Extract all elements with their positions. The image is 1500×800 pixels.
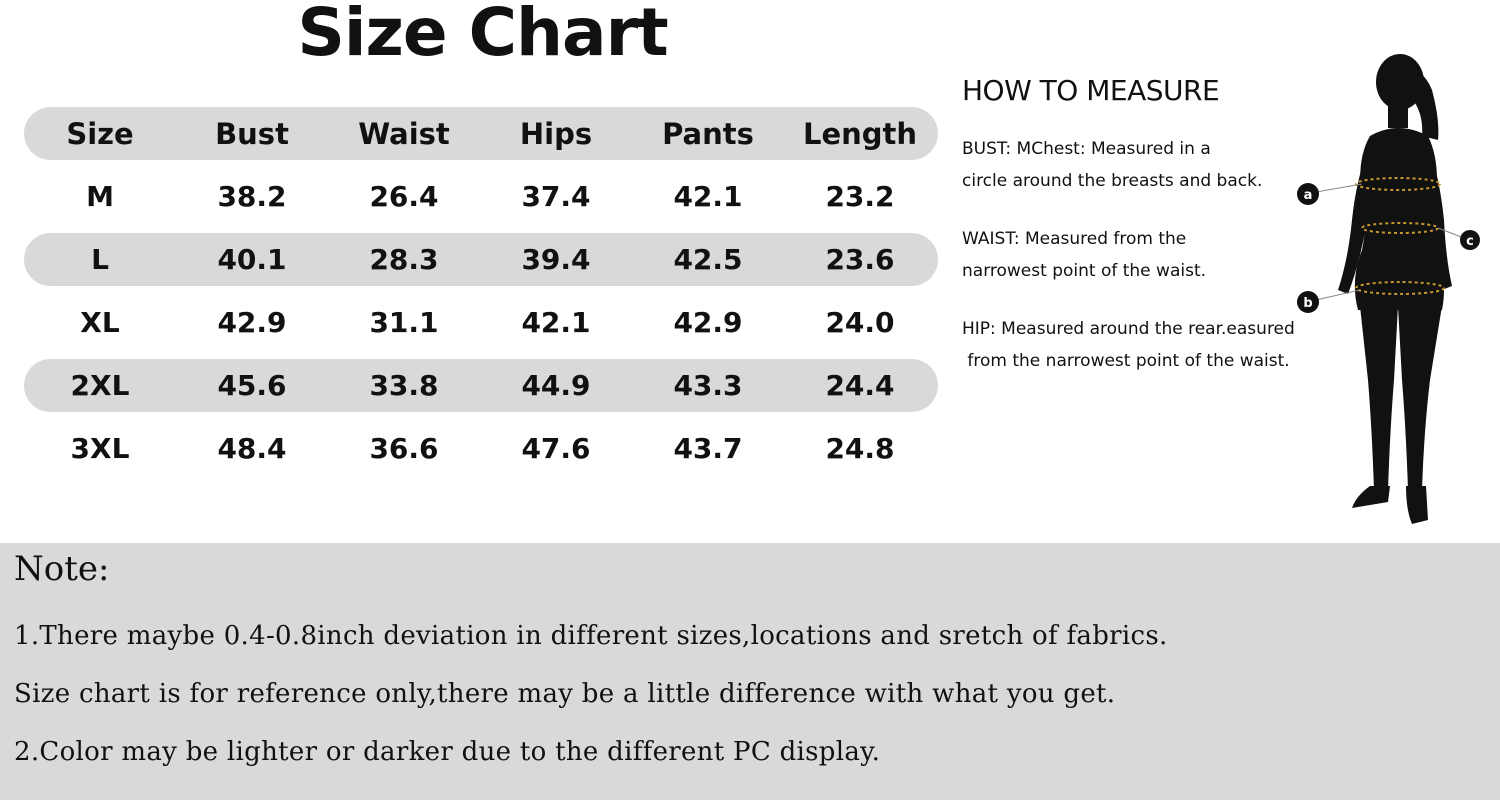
size-cell: M	[86, 180, 114, 213]
size-cell: XL	[80, 306, 120, 339]
page-title: Size Chart	[297, 0, 668, 71]
waist-line-1: WAIST: Measured from the	[962, 229, 1187, 249]
waist-cell: 26.4	[369, 180, 439, 213]
pants-cell: 43.3	[673, 369, 743, 402]
waist-instruction	[962, 223, 1342, 287]
how-to-measure-heading: HOW TO MEASURE	[962, 74, 1220, 107]
table-row	[24, 359, 938, 412]
pants-cell: 42.1	[673, 180, 743, 213]
bust-instruction	[962, 133, 1342, 197]
waist-cell: 36.6	[369, 432, 439, 465]
size-cell: 2XL	[70, 369, 130, 402]
length-cell: 23.6	[825, 243, 895, 276]
bust-line-1: BUST: MChest: Measured in a	[962, 139, 1211, 159]
bust-cell: 45.6	[217, 369, 287, 402]
svg-text:b: b	[1303, 296, 1313, 311]
pants-cell: 42.9	[673, 306, 743, 339]
table-row	[24, 296, 938, 349]
silhouette-icon	[1338, 54, 1452, 524]
note-line-3: 2.Color may be lighter or darker due to the different PC display.	[14, 737, 881, 767]
pants-cell: 42.5	[673, 243, 743, 276]
svg-text:a: a	[1303, 188, 1313, 203]
marker-a-icon	[1297, 183, 1319, 205]
pants-cell: 43.7	[673, 432, 743, 465]
how-to-measure-panel	[962, 74, 1342, 377]
body-silhouette-figure	[1290, 50, 1490, 530]
waist-line-2: narrowest point of the waist.	[962, 261, 1207, 281]
header-size: Size	[66, 116, 134, 151]
table-row	[24, 422, 938, 475]
hip-line-1: HIP: Measured around the rear.easured	[962, 319, 1295, 339]
length-cell: 24.0	[825, 306, 895, 339]
table-header-row	[24, 107, 938, 160]
hips-cell: 39.4	[521, 243, 591, 276]
length-cell: 24.4	[825, 369, 895, 402]
size-cell: L	[91, 243, 109, 276]
table-row	[24, 233, 938, 286]
size-cell: 3XL	[70, 432, 130, 465]
bust-cell: 48.4	[217, 432, 287, 465]
size-table	[24, 107, 938, 485]
length-cell: 24.8	[825, 432, 895, 465]
note-panel	[0, 543, 1500, 800]
waist-cell: 28.3	[369, 243, 439, 276]
header-bust: Bust	[215, 116, 289, 151]
marker-c-icon	[1460, 230, 1480, 250]
hips-cell: 44.9	[521, 369, 591, 402]
note-line-2: Size chart is for reference only,there may be a little difference with what you get.	[14, 679, 1116, 709]
svg-text:c: c	[1466, 234, 1474, 249]
header-length: Length	[802, 116, 918, 151]
waist-cell: 33.8	[369, 369, 439, 402]
length-cell: 23.2	[825, 180, 895, 213]
waist-cell: 31.1	[369, 306, 439, 339]
bust-cell: 40.1	[217, 243, 287, 276]
hip-line-2: from the narrowest point of the waist.	[962, 351, 1290, 371]
bust-cell: 42.9	[217, 306, 287, 339]
header-hips: Hips	[519, 116, 593, 151]
bust-line-2: circle around the breasts and back.	[962, 171, 1263, 191]
bust-cell: 38.2	[217, 180, 287, 213]
hips-cell: 42.1	[521, 306, 591, 339]
note-line-1: 1.There maybe 0.4-0.8inch deviation in different sizes,locations and sretch of fabrics.	[14, 621, 1168, 651]
hips-cell: 47.6	[521, 432, 591, 465]
note-title: Note:	[14, 549, 110, 589]
header-waist: Waist	[358, 116, 450, 151]
header-pants: Pants	[662, 116, 754, 151]
table-row	[24, 170, 938, 223]
hips-cell: 37.4	[521, 180, 591, 213]
marker-b-icon	[1297, 291, 1319, 313]
hip-instruction	[962, 313, 1342, 377]
